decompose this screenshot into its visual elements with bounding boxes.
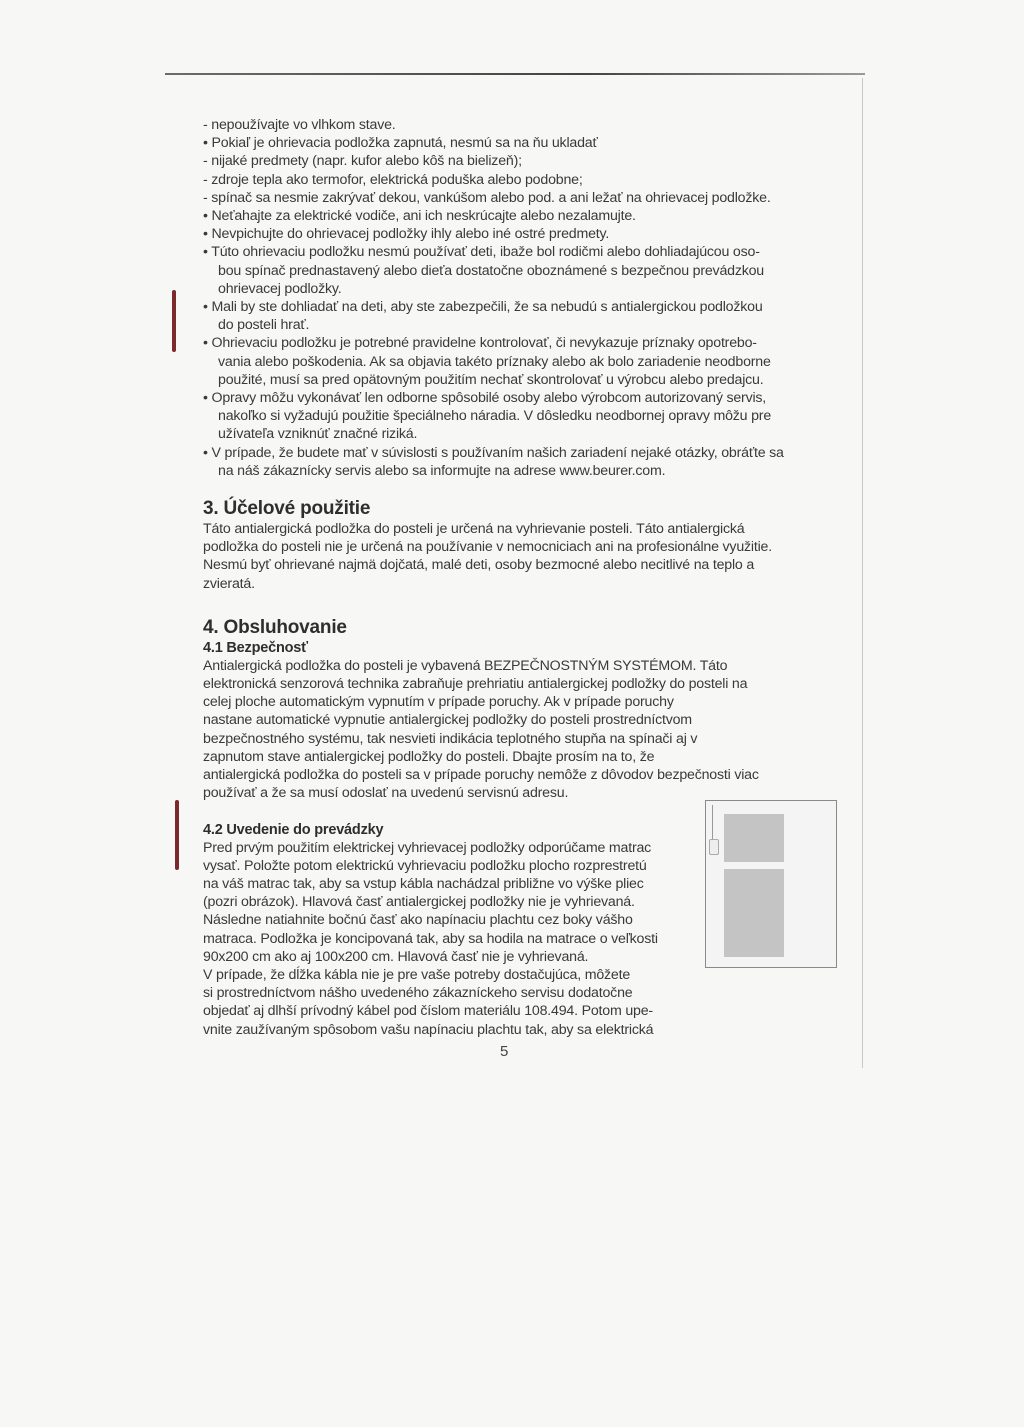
text-line: na náš zákaznícky servis alebo sa informujte na adrese www.beurer.com. — [218, 462, 666, 479]
safety-list — [203, 116, 823, 480]
text-line: objedať aj dlhší prívodný kábel pod číslom materiálu 108.494. Potom upe- — [203, 1003, 653, 1020]
mattress-pad-figure — [705, 800, 837, 968]
text-line: zvieratá. — [203, 575, 255, 592]
text-line: - zdroje tepla ako termofor, elektrická poduška alebo podobne; — [203, 171, 583, 188]
text-line: • Mali by ste dohliadať na deti, aby ste zabezpečili, že sa nebudú s antialergickou podložkou — [203, 299, 763, 316]
text-line: si prostredníctvom nášho uvedeného zákazníckeho servisu dodatočne — [203, 985, 633, 1002]
plug-icon — [709, 839, 719, 855]
text-line: • Ohrievaciu podložku je potrebné pravidelne kontrolovať, či nevykazuje príznaky opotrebo- — [203, 335, 757, 352]
text-line: nastane automatické vypnutie antialergickej podložky do posteli prostredníctvom — [203, 712, 692, 729]
page-edge — [862, 78, 863, 1068]
text-line: antialergická podložka do posteli sa v prípade poruchy nemôže z dôvodov bezpečnosti viac — [203, 767, 759, 784]
text-line: - spínač sa nesmie zakrývať dekou, vankúšom alebo pod. a ani ležať na ohrievacej podložke. — [203, 189, 771, 206]
text-line: • Túto ohrievaciu podložku nesmú používať deti, ibaže bol rodičmi alebo dohliadajúcou oso- — [203, 244, 760, 261]
binding-mark — [175, 800, 179, 870]
section-4-1-heading: 4.1 Bezpečnosť — [203, 639, 308, 656]
text-line: na váš matrac tak, aby sa vstup kábla nachádzal približne vo výške pliec — [203, 875, 644, 892]
text-line: používať a že sa musí odoslať na uvedenú servisnú adresu. — [203, 785, 569, 802]
text-line: Nesmú byť ohrievané najmä dojčatá, malé deti, osoby bezmocné alebo necitlivé na teplo a — [203, 557, 755, 574]
text-line: - nepoužívajte vo vlhkom stave. — [203, 117, 396, 133]
text-line: • Pokiaľ je ohrievacia podložka zapnutá, nesmú sa na ňu ukladať — [203, 135, 598, 152]
text-line: ohrievacej podložky. — [218, 280, 342, 297]
section-4-2-heading: 4.2 Uvedenie do prevádzky — [203, 821, 384, 838]
text-line: • Opravy môžu vykonávať len odborne spôsobilé osoby alebo výrobcom autorizovaný servis, — [203, 390, 767, 407]
text-line: použité, musí sa pred opätovným použitím nechať skontrolovať u výrobcu alebo predajcu. — [218, 371, 764, 388]
text-line: elektronická senzorová technika zabraňuje prehriatiu antialergickej podložky do posteli na — [203, 676, 748, 693]
text-line: Následne natiahnite bočnú časť ako napínaciu plachtu cez boky vášho — [203, 912, 633, 929]
text-line: matraca. Podložka je koncipovaná tak, aby sa hodila na matrace o veľkosti — [203, 930, 658, 947]
text-line: celej ploche automatickým vypnutím v prípade poruchy. Ak v prípade poruchy — [203, 694, 674, 711]
text-line: Antialergická podložka do posteli je vybavená BEZPEČNOSTNÝM SYSTÉMOM. Táto — [203, 657, 728, 674]
text-line: zapnutom stave antialergickej podložky do posteli. Dbajte prosím na to, že — [203, 748, 655, 765]
text-line: do posteli hrať. — [218, 317, 310, 334]
text-line: • V prípade, že budete mať v súvislosti s používaním našich zariadení nejaké otázky, obráťte sa — [203, 444, 784, 461]
text-line: vania alebo poškodenia. Ak sa objavia takéto príznaky alebo ak bolo zariadenie neodborne — [218, 353, 771, 370]
section-4-heading: 4. Obsluhovanie — [203, 616, 347, 638]
top-rule — [165, 73, 865, 75]
text-line: nakoľko si vyžadujú použitie špeciálneho náradia. V dôsledku neodbornej opravy môžu pre — [218, 408, 772, 425]
head-section-shape — [724, 814, 784, 862]
cable-line — [712, 805, 713, 839]
text-line: - nijaké predmety (napr. kufor alebo kôš na bielizeň); — [203, 153, 522, 170]
text-line: • Nevpichujte do ohrievacej podložky ihly alebo iné ostré predmety. — [203, 226, 610, 243]
text-line: 90x200 cm ako aj 100x200 cm. Hlavová časť nie je vyhrievaná. — [203, 948, 589, 965]
text-line: užívateľa vzniknúť značné riziká. — [218, 426, 418, 443]
text-line: vnite zaužívaným spôsobom vašu napínaciu plachtu tak, aby sa elektrická — [203, 1021, 654, 1038]
section-3-text — [203, 520, 823, 593]
section-4-1-text — [203, 657, 823, 803]
text-line: Pred prvým použitím elektrickej vyhrievacej podložky odporúčame matrac — [203, 839, 652, 856]
text-line: Táto antialergická podložka do posteli je určená na vyhrievanie posteli. Táto antialergická — [203, 521, 745, 538]
text-line: V prípade, že dĺžka kábla nie je pre vaše potreby dostačujúca, môžete — [203, 966, 631, 983]
page-number: 5 — [500, 1043, 509, 1060]
text-line: (pozri obrázok). Hlavová časť antialergickej podložky nie je vyhrievaná. — [203, 894, 635, 911]
text-line: bou spínač prednastavený alebo dieťa dostatočne oboznámené s bezpečnou prevádzkou — [218, 262, 764, 279]
text-line: • Neťahajte za elektrické vodiče, ani ich neskrúcajte alebo nezalamujte. — [203, 208, 636, 225]
binding-mark — [172, 290, 176, 352]
heated-section-shape — [724, 869, 784, 957]
text-line: podložka do posteli nie je určená na používanie v nemocniciach ani na profesionálne využitie. — [203, 539, 772, 556]
section-3-heading: 3. Účelové použitie — [203, 498, 371, 520]
text-line: vysať. Položte potom elektrickú vyhrievaciu podložku plocho rozprestretú — [203, 857, 647, 874]
text-line: bezpečnostného systému, tak nesvieti indikácia teplotného stupňa na spínači aj v — [203, 730, 698, 747]
